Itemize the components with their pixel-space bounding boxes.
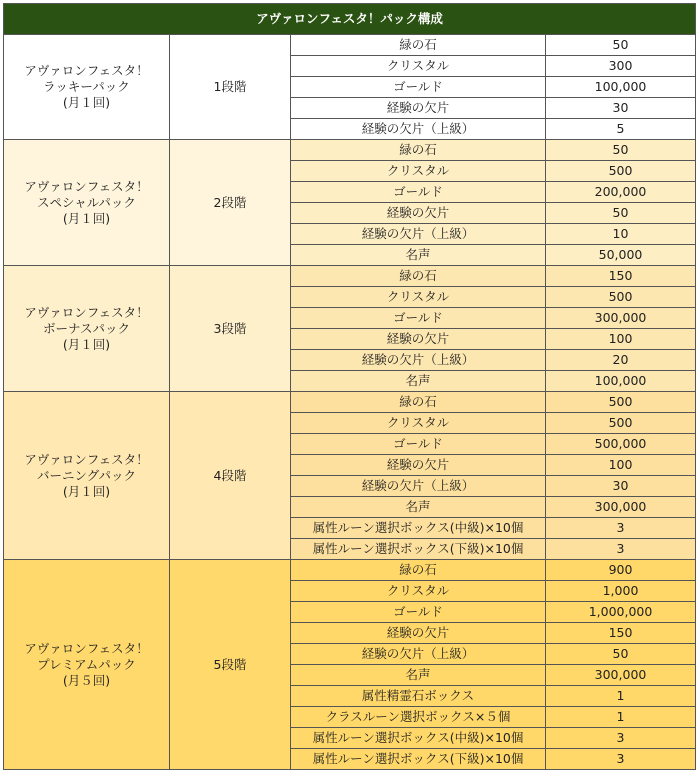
pack-name-line: アヴァロンフェスタ！ xyxy=(24,451,149,467)
pack-name-line: (月５回) xyxy=(62,672,111,688)
item-value-cell: 150 xyxy=(546,266,696,287)
item-value-cell: 900 xyxy=(546,560,696,581)
item-name-cell: クラスルーン選択ボックス×５個 xyxy=(291,707,546,728)
item-name-cell: 経験の欠片（上級） xyxy=(291,119,546,140)
item-value-cell: 500 xyxy=(546,392,696,413)
item-name-cell: 属性ルーン選択ボックス(中級)×10個 xyxy=(291,518,546,539)
pack-name-line: ラッキーパック xyxy=(43,79,130,94)
pack-table-container xyxy=(3,3,695,770)
item-value-cell: 300,000 xyxy=(546,308,696,329)
item-name-cell: ゴールド xyxy=(291,434,546,455)
item-value-cell: 50 xyxy=(546,644,696,665)
table-row xyxy=(4,266,696,287)
item-name-cell: ゴールド xyxy=(291,308,546,329)
item-name-cell: クリスタル xyxy=(291,287,546,308)
pack-name-line: (月１回) xyxy=(62,336,111,352)
pack-name-line: アヴァロンフェスタ！ xyxy=(24,304,149,320)
item-value-cell: 100 xyxy=(546,329,696,350)
item-name-cell: 経験の欠片 xyxy=(291,98,546,119)
item-value-cell: 500,000 xyxy=(546,434,696,455)
item-name-cell: 経験の欠片 xyxy=(291,329,546,350)
pack-name-line: ボーナスパック xyxy=(42,320,130,336)
table-row xyxy=(4,35,696,56)
item-value-cell: 3 xyxy=(546,728,696,749)
pack-stage-cell: 2段階 xyxy=(170,140,291,266)
item-name-cell: 経験の欠片（上級） xyxy=(291,476,546,497)
pack-name-line: (月１回) xyxy=(62,210,111,226)
pack-name-cell xyxy=(4,266,170,392)
item-value-cell: 10 xyxy=(546,224,696,245)
pack-stage-cell: 3段階 xyxy=(170,266,291,392)
item-name-cell: 緑の石 xyxy=(291,266,546,287)
item-name-cell: 名声 xyxy=(291,497,546,518)
item-name-cell: 経験の欠片 xyxy=(291,455,546,476)
item-value-cell: 3 xyxy=(546,749,696,770)
pack-name-cell xyxy=(4,140,170,266)
item-value-cell: 150 xyxy=(546,623,696,644)
item-name-cell: 名声 xyxy=(291,245,546,266)
item-value-cell: 50 xyxy=(546,35,696,56)
item-name-cell: 緑の石 xyxy=(291,35,546,56)
item-value-cell: 1 xyxy=(546,686,696,707)
table-row xyxy=(4,392,696,413)
pack-name-line: プレミアムパック xyxy=(37,656,136,672)
pack-name-line: (月１回) xyxy=(62,95,111,110)
item-value-cell: 50 xyxy=(546,203,696,224)
item-name-cell: クリスタル xyxy=(291,581,546,602)
item-name-cell: 属性ルーン選択ボックス(下級)×10個 xyxy=(291,539,546,560)
pack-name-line: スペシャルパック xyxy=(37,194,136,210)
item-name-cell: 経験の欠片（上級） xyxy=(291,644,546,665)
item-value-cell: 500 xyxy=(546,161,696,182)
pack-name-line: (月１回) xyxy=(62,483,111,499)
item-value-cell: 300,000 xyxy=(546,665,696,686)
pack-name-line: バーニングパック xyxy=(36,467,136,483)
item-name-cell: 経験の欠片（上級） xyxy=(291,224,546,245)
item-name-cell: ゴールド xyxy=(291,182,546,203)
item-value-cell: 300,000 xyxy=(546,497,696,518)
item-name-cell: 名声 xyxy=(291,371,546,392)
item-value-cell: 1 xyxy=(546,707,696,728)
item-value-cell: 50,000 xyxy=(546,245,696,266)
item-value-cell: 1,000 xyxy=(546,581,696,602)
pack-name-cell xyxy=(4,35,170,140)
item-value-cell: 50 xyxy=(546,140,696,161)
item-name-cell: 属性ルーン選択ボックス(下級)×10個 xyxy=(291,749,546,770)
item-name-cell: ゴールド xyxy=(291,77,546,98)
item-value-cell: 3 xyxy=(546,539,696,560)
table-header-row xyxy=(4,4,696,35)
item-name-cell: 経験の欠片 xyxy=(291,623,546,644)
item-value-cell: 1,000,000 xyxy=(546,602,696,623)
item-value-cell: 100 xyxy=(546,455,696,476)
item-name-cell: 緑の石 xyxy=(291,560,546,581)
pack-stage-cell: 5段階 xyxy=(170,560,291,770)
item-name-cell: 属性精霊石ボックス xyxy=(291,686,546,707)
item-name-cell: クリスタル xyxy=(291,413,546,434)
item-value-cell: 30 xyxy=(546,476,696,497)
pack-name-line: アヴァロンフェスタ！ xyxy=(24,63,149,78)
pack-table-body xyxy=(4,35,696,770)
item-name-cell: 緑の石 xyxy=(291,140,546,161)
item-name-cell: クリスタル xyxy=(291,161,546,182)
item-value-cell: 300 xyxy=(546,56,696,77)
item-name-cell: 属性ルーン選択ボックス(中級)×10個 xyxy=(291,728,546,749)
pack-name-cell xyxy=(4,392,170,560)
item-value-cell: 100,000 xyxy=(546,371,696,392)
table-title: アヴァロンフェスタ！パック構成 xyxy=(4,4,696,35)
item-value-cell: 30 xyxy=(546,98,696,119)
item-name-cell: 名声 xyxy=(291,665,546,686)
item-value-cell: 5 xyxy=(546,119,696,140)
item-name-cell: ゴールド xyxy=(291,602,546,623)
pack-composition-table xyxy=(3,3,696,770)
item-value-cell: 20 xyxy=(546,350,696,371)
pack-name-line: アヴァロンフェスタ！ xyxy=(24,640,149,656)
item-value-cell: 3 xyxy=(546,518,696,539)
item-name-cell: 経験の欠片（上級） xyxy=(291,350,546,371)
item-name-cell: クリスタル xyxy=(291,56,546,77)
pack-name-cell xyxy=(4,560,170,770)
item-value-cell: 200,000 xyxy=(546,182,696,203)
item-name-cell: 経験の欠片 xyxy=(291,203,546,224)
table-row xyxy=(4,140,696,161)
table-row xyxy=(4,560,696,581)
pack-name-line: アヴァロンフェスタ！ xyxy=(24,178,149,194)
pack-stage-cell: 4段階 xyxy=(170,392,291,560)
item-value-cell: 500 xyxy=(546,287,696,308)
pack-stage-cell: 1段階 xyxy=(170,35,291,140)
item-name-cell: 緑の石 xyxy=(291,392,546,413)
item-value-cell: 500 xyxy=(546,413,696,434)
item-value-cell: 100,000 xyxy=(546,77,696,98)
